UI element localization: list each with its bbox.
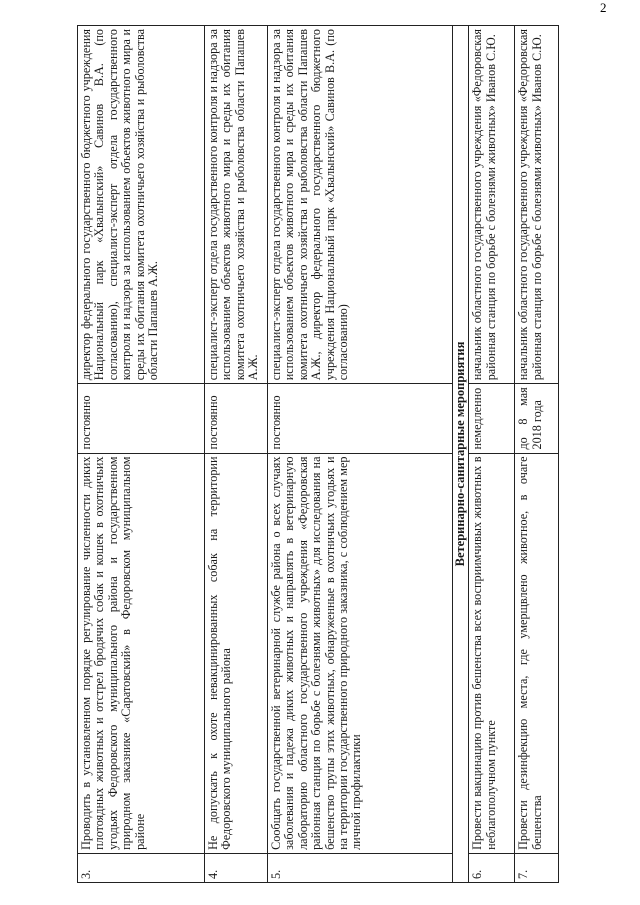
table-row — [268, 26, 453, 883]
row-number: 4. — [205, 853, 268, 882]
section-header-row — [453, 26, 469, 883]
responsible-cell: директор федерального государственного бюджетного учреждения Национальный парк «Хвалынский» Савинов В.А. (по согласованию), специалист-эксперт отдела государственного контроля и надзора за использованием объектов животного мира и среды их обитания комитета охотничьего хозяйства и рыболовства области Папашев А.Ж. — [78, 26, 205, 384]
responsible-cell: специалист-эксперт отдела государственного контроля и надзора за использованием объектов животного мира и среды их обитания комитета охотничьего хозяйства и рыболовства области Папашев А.Ж. — [205, 26, 268, 384]
responsible-cell: начальник областного государственного учреждения «Федоровская районная станция по борьбе с болезнями животных» Иванов С.Ю. — [469, 26, 515, 384]
measure-cell: Провести вакцинацию против бешенства всех восприимчивых животных в неблагополучном пункте — [469, 453, 515, 853]
responsible-cell: начальник областного государственного учреждения «Федоровская районная станция по борьбе с болезнями животных» Иванов С.Ю. — [515, 26, 559, 384]
table-row — [205, 26, 268, 883]
term-cell: постоянно — [205, 384, 268, 453]
row-number: 3. — [78, 853, 205, 882]
row-number: 5. — [268, 853, 453, 882]
table-row — [469, 26, 515, 883]
row-number: 7. — [515, 853, 559, 882]
rotated-page-content — [77, 25, 585, 883]
table-row — [515, 26, 559, 883]
measure-cell: Не допускать к охоте невакцинированных собак на территории Федоровского муниципального района — [205, 453, 268, 853]
term-cell: немедленно — [469, 384, 515, 453]
section-title: Ветеринарно-санитарные мероприятия — [453, 26, 469, 883]
page-number: 2 — [600, 0, 607, 15]
term-cell: постоянно — [78, 384, 205, 453]
measure-cell: Провести дезинфекцию места, где умерщвлено животное, в очаге бешенства — [515, 453, 559, 853]
measures-table — [77, 25, 559, 883]
row-number: 6. — [469, 853, 515, 882]
measure-cell: Сообщать государственной ветеринарной службе района о всех случаях заболевания и падежа диких животных и направлять в ветеринарную лабораторию областного государственного учреждения «Федоровская районная станция по борьбе с болезнями животных» для исследования на бешенство трупы этих животных, обнаруженные в охотничьих угодьях и на территории государственного природного заказника, с соблюдением мер личной профилактики — [268, 453, 453, 853]
term-cell: постоянно — [268, 384, 453, 453]
measure-cell: Проводить в установленном порядке регулирование численности диких плотоядных животных и отстрел бродячих собак и кошек в охотничьих угодьях Федоровского муниципального района и государственном природном заказнике «Саратовский» в Федоровском муниципальном районе — [78, 453, 205, 853]
table-row — [78, 26, 205, 883]
term-cell: до 8 мая 2018 года — [515, 384, 559, 453]
responsible-cell: специалист-эксперт отдела государственного контроля и надзора за использованием объектов животного мира и среды их обитания комитета охотничьего хозяйства и рыболовства области Папашев А.Ж., директор федерального государственного бюджетного учреждения Национальный парк «Хвалынский» Савинов В.А. (по согласованию) — [268, 26, 453, 384]
